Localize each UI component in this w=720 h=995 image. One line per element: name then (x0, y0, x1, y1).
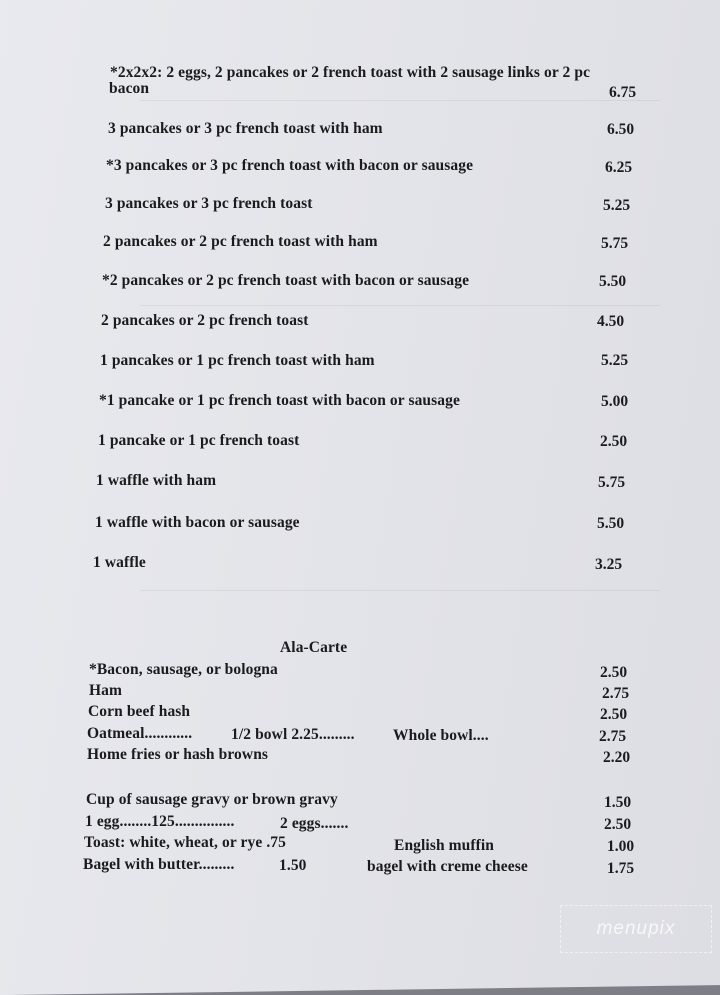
menu-item-price: 5.25 (603, 197, 631, 214)
side-item-price: 1.00 (607, 838, 635, 855)
side-item-price: 1.75 (607, 860, 635, 877)
ala-carte-whole-bowl: Whole bowl.... (393, 727, 489, 744)
menu-item-price: 2.50 (600, 433, 628, 450)
menu-item-name: 1 pancakes or 1 pc french toast with ham (100, 352, 375, 369)
menu-item-name: 3 pancakes or 3 pc french toast (105, 195, 313, 212)
ala-carte-item-name: Ham (89, 682, 123, 699)
menu-item-name: 1 waffle with bacon or sausage (95, 514, 300, 531)
menu-item-name: 1 waffle (93, 554, 146, 571)
ala-carte-item-name: Corn beef hash (88, 703, 191, 720)
menu-item-name: *1 pancake or 1 pc french toast with bacon or sausage (99, 392, 460, 409)
menupix-watermark: menupix (560, 905, 712, 953)
ala-carte-item-name: Oatmeal............ (87, 725, 193, 742)
side-item-name: 1 egg........125............... (85, 813, 235, 830)
menu-item-price: 5.75 (598, 474, 626, 491)
side-item-name: Cup of sausage gravy or brown gravy (86, 791, 338, 808)
menu-item-price: 5.00 (601, 393, 629, 410)
menu-item-price: 5.50 (597, 515, 625, 532)
menu-item-name: 2 pancakes or 2 pc french toast with ham (103, 233, 378, 250)
side-item-bagel-creme-cheese: bagel with creme cheese (367, 858, 528, 875)
bleed-through-line (140, 590, 660, 591)
bleed-through-line (140, 100, 660, 101)
menu-item-price: 6.75 (609, 84, 637, 101)
menu-item-name: *2x2x2: 2 eggs, 2 pancakes or 2 french toast with 2 sausage links or 2 pc (110, 64, 591, 81)
menu-item-name: 1 waffle with ham (96, 472, 217, 489)
ala-carte-item-price: 2.50 (600, 706, 628, 723)
menu-item-price: 6.25 (605, 159, 633, 176)
ala-carte-item-price: 2.75 (599, 728, 627, 745)
ala-carte-item-price: 2.50 (600, 664, 628, 681)
side-item-english-muffin: English muffin (394, 837, 495, 854)
side-item-bagel-butter-price: 1.50 (279, 857, 307, 874)
menu-item-name: 1 pancake or 1 pc french toast (98, 432, 300, 449)
menu-item-price: 5.50 (599, 273, 627, 290)
ala-carte-item-name: Home fries or hash browns (87, 746, 269, 763)
section-heading-ala-carte: Ala-Carte (280, 639, 348, 656)
menu-item-name: *3 pancakes or 3 pc french toast with bacon or sausage (106, 157, 474, 174)
side-item-price: 2.50 (604, 816, 632, 833)
side-item-price: 1.50 (604, 794, 632, 811)
menu-item-price: 6.50 (607, 121, 635, 138)
menu-item-price: 4.50 (597, 313, 625, 330)
menu-item-name: 3 pancakes or 3 pc french toast with ham (108, 120, 383, 137)
menu-item-name: *2 pancakes or 2 pc french toast with bacon or sausage (102, 272, 470, 289)
side-item-two-eggs: 2 eggs....... (280, 815, 349, 832)
ala-carte-half-bowl: 1/2 bowl 2.25......... (231, 726, 355, 743)
ala-carte-item-price: 2.75 (602, 685, 630, 702)
ala-carte-item-price: 2.20 (603, 749, 631, 766)
menu-item-price: 5.75 (601, 235, 629, 252)
menu-item-price: 3.25 (595, 556, 623, 573)
side-item-name: Toast: white, wheat, or rye .75 (84, 834, 286, 851)
menu-item-name: 2 pancakes or 2 pc french toast (101, 312, 309, 329)
bleed-through-line (140, 305, 660, 306)
menu-item-price: 5.25 (601, 352, 629, 369)
ala-carte-item-name: *Bacon, sausage, or bologna (89, 661, 278, 678)
side-item-name: Bagel with butter......... (83, 856, 235, 873)
menu-item-name-cont: bacon (109, 80, 150, 97)
